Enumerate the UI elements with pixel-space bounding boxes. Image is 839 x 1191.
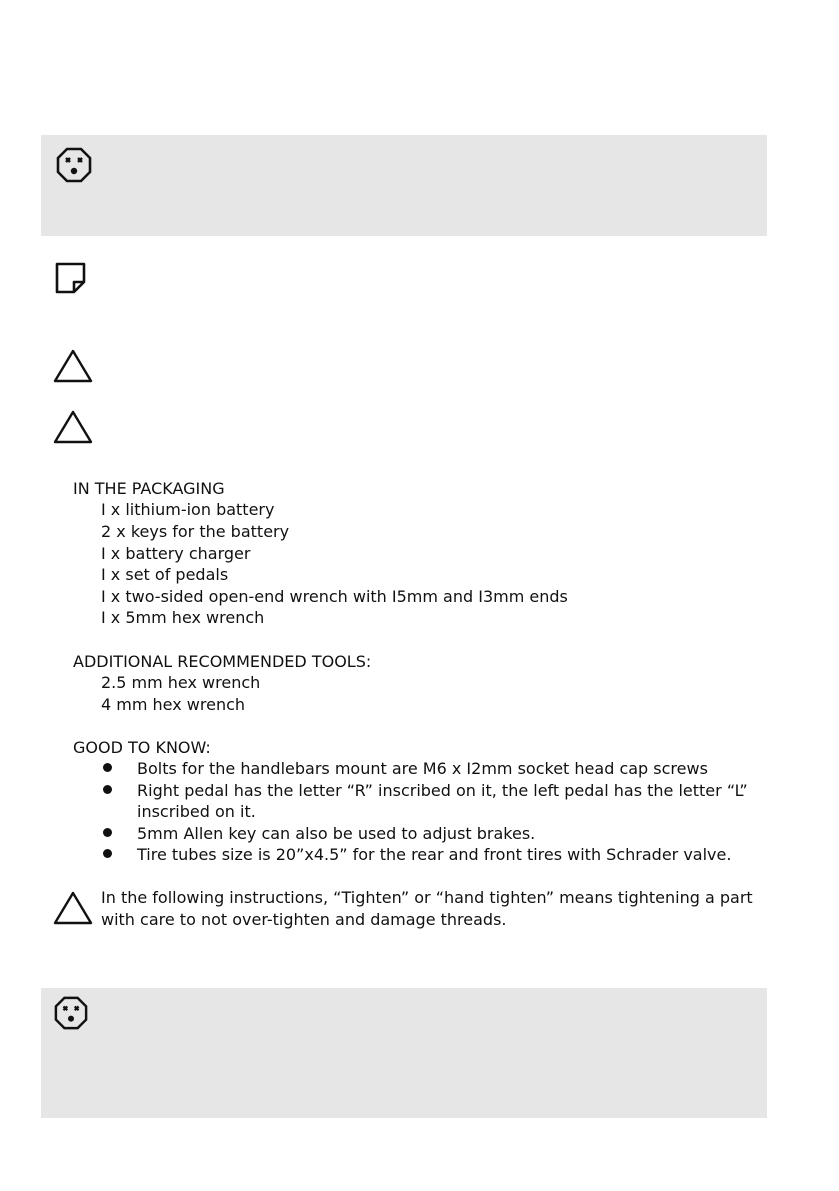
bullet-dot-icon <box>103 828 112 837</box>
list-item <box>101 844 787 866</box>
bullet-text: Tire tubes size is 20”x4.5” for the rear and front tires with Schrader valve. <box>137 845 732 865</box>
good-to-know-heading: GOOD TO KNOW: <box>73 738 211 757</box>
list-item <box>101 758 787 780</box>
packaging-item: I x battery charger <box>101 544 251 563</box>
warning-triangle-icon <box>52 890 94 926</box>
bullet-dot-icon <box>103 849 112 858</box>
packaging-item: I x two-sided open-end wrench with I5mm and I3mm ends <box>101 587 568 606</box>
bullet-text: Right pedal has the letter “R” inscribed on it, the left pedal has the letter “L” inscribed on it. <box>137 780 748 822</box>
bottom-warning-panel <box>41 988 767 1118</box>
bullet-dot-icon <box>103 785 112 794</box>
bullet-text: Bolts for the handlebars mount are M6 x I2mm socket head cap screws <box>137 759 708 778</box>
tools-item: 2.5 mm hex wrench <box>101 673 261 692</box>
bullet-dot-icon <box>103 763 112 772</box>
tools-heading: ADDITIONAL RECOMMENDED TOOLS: <box>73 652 372 671</box>
packaging-heading: IN THE PACKAGING <box>73 479 225 498</box>
tools-item: 4 mm hex wrench <box>101 695 246 714</box>
warning-triangle-icon <box>52 348 94 384</box>
bullet-text: 5mm Allen key can also be used to adjust brakes. <box>137 823 536 843</box>
packaging-item: I x set of pedals <box>101 565 229 584</box>
list-item <box>101 823 787 845</box>
packaging-item: I x 5mm hex wrench <box>101 608 265 627</box>
good-to-know-list <box>101 758 787 866</box>
warning-triangle-icon <box>52 409 94 445</box>
list-item <box>101 780 787 823</box>
no-go-face-icon <box>54 996 88 1030</box>
top-warning-panel <box>41 135 767 236</box>
packaging-item: I x lithium-ion battery <box>101 500 275 519</box>
packaging-item: 2 x keys for the battery <box>101 522 290 541</box>
tighten-note: In the following instructions, “Tighten” or “hand tighten” means tightening a part with care to not over-tighten and damage threads. <box>101 888 753 929</box>
note-page-icon <box>55 262 87 294</box>
no-go-face-icon <box>56 147 92 183</box>
